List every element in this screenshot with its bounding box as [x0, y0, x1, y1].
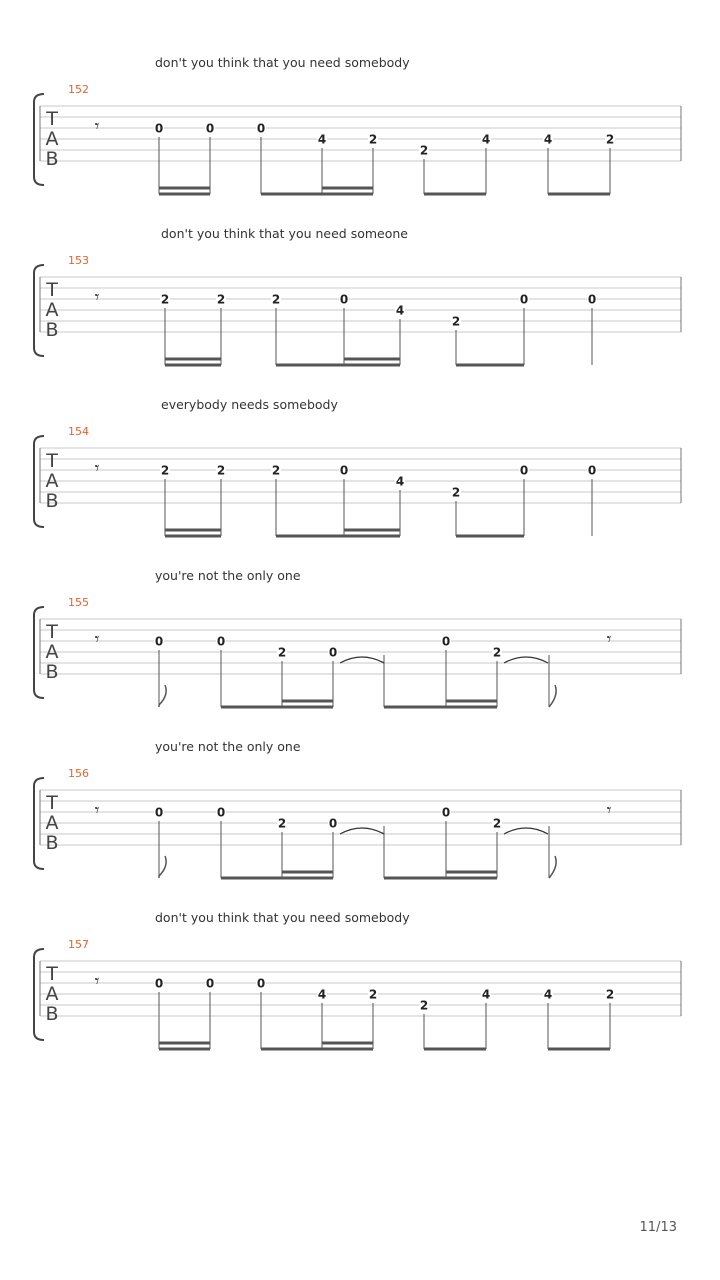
tab-clef-letter: A [45, 983, 59, 1005]
fret-number: 0 [154, 976, 164, 991]
tab-clef-letter: T [46, 792, 58, 814]
eighth-rest: 𝄾 [94, 287, 100, 308]
fret-number: 0 [216, 634, 226, 649]
lyric-line: everybody needs somebody [161, 397, 338, 412]
tab-clef-letter: T [46, 108, 58, 130]
eighth-rest: 𝄾 [94, 800, 100, 821]
fret-number: 2 [419, 998, 429, 1013]
note-flag [549, 856, 556, 878]
fret-number: 4 [317, 987, 327, 1002]
fret-number: 0 [587, 463, 597, 478]
bar-number: 157 [68, 938, 89, 951]
eighth-rest: 𝄾 [94, 629, 100, 650]
tab-clef-letter: B [45, 148, 59, 170]
tab-clef-letter: B [45, 661, 59, 683]
fret-number: 0 [205, 121, 215, 136]
fret-number: 0 [587, 292, 597, 307]
fret-number: 0 [519, 463, 529, 478]
bar-number: 152 [68, 83, 89, 96]
page-number: 11/13 [639, 1220, 677, 1235]
fret-number: 2 [451, 314, 461, 329]
eighth-rest: 𝄾 [94, 458, 100, 479]
fret-number: 0 [205, 976, 215, 991]
fret-number: 2 [160, 292, 170, 307]
fret-number: 4 [543, 132, 553, 147]
bar-number: 155 [68, 596, 89, 609]
fret-number: 2 [271, 292, 281, 307]
fret-number: 4 [395, 303, 405, 318]
tab-clef-letter: B [45, 490, 59, 512]
lyric-line: don't you think that you need someone [161, 226, 408, 241]
lyric-line: you're not the only one [155, 568, 301, 583]
fret-number: 2 [160, 463, 170, 478]
bar-number: 154 [68, 425, 89, 438]
bar-number: 153 [68, 254, 89, 267]
tie [340, 657, 384, 663]
note-flag [549, 685, 556, 707]
fret-number: 2 [277, 645, 287, 660]
fret-number: 4 [481, 987, 491, 1002]
eighth-rest: 𝄾 [94, 971, 100, 992]
fret-number: 0 [256, 121, 266, 136]
fret-number: 2 [605, 132, 615, 147]
fret-number: 0 [154, 634, 164, 649]
fret-number: 4 [481, 132, 491, 147]
tab-clef-letter: A [45, 470, 59, 492]
fret-number: 2 [368, 132, 378, 147]
fret-number: 2 [368, 987, 378, 1002]
fret-number: 2 [216, 463, 226, 478]
fret-number: 0 [154, 805, 164, 820]
tie [504, 657, 548, 663]
bar-number: 156 [68, 767, 89, 780]
note-flag [159, 856, 166, 878]
eighth-rest: 𝄾 [606, 629, 612, 650]
fret-number: 0 [256, 976, 266, 991]
eighth-rest: 𝄾 [94, 116, 100, 137]
fret-number: 4 [395, 474, 405, 489]
fret-number: 2 [277, 816, 287, 831]
tab-clef-letter: A [45, 812, 59, 834]
fret-number: 0 [519, 292, 529, 307]
fret-number: 0 [328, 645, 338, 660]
tab-clef-letter: B [45, 319, 59, 341]
note-flag [159, 685, 166, 707]
fret-number: 2 [216, 292, 226, 307]
tab-clef-letter: B [45, 832, 59, 854]
tab-clef-letter: A [45, 299, 59, 321]
fret-number: 0 [441, 805, 451, 820]
tab-clef-letter: B [45, 1003, 59, 1025]
fret-number: 2 [451, 485, 461, 500]
fret-number: 0 [328, 816, 338, 831]
tab-clef-letter: T [46, 963, 58, 985]
fret-number: 0 [339, 463, 349, 478]
fret-number: 2 [419, 143, 429, 158]
fret-number: 2 [271, 463, 281, 478]
lyric-line: don't you think that you need somebody [155, 55, 410, 70]
tab-clef-letter: A [45, 128, 59, 150]
tab-clef-letter: T [46, 450, 58, 472]
fret-number: 4 [543, 987, 553, 1002]
tie [504, 828, 548, 834]
tab-clef-letter: T [46, 621, 58, 643]
tab-clef-letter: A [45, 641, 59, 663]
fret-number: 4 [317, 132, 327, 147]
fret-number: 0 [441, 634, 451, 649]
eighth-rest: 𝄾 [606, 800, 612, 821]
tie [340, 828, 384, 834]
fret-number: 2 [605, 987, 615, 1002]
fret-number: 0 [216, 805, 226, 820]
fret-number: 0 [339, 292, 349, 307]
lyric-line: don't you think that you need somebody [155, 910, 410, 925]
fret-number: 2 [492, 645, 502, 660]
fret-number: 2 [492, 816, 502, 831]
fret-number: 0 [154, 121, 164, 136]
lyric-line: you're not the only one [155, 739, 301, 754]
tab-clef-letter: T [46, 279, 58, 301]
